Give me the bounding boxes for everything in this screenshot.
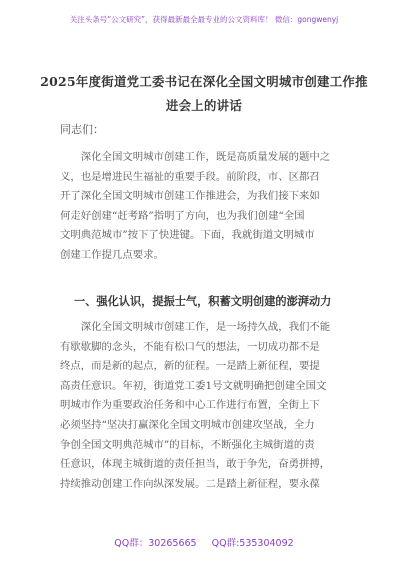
paragraph-line: 持续推动创建工作向纵深发展。二是踏上新征程，要永葆 bbox=[60, 477, 320, 490]
paragraph-line: 高责任意识。年初，街道党工委1号文就明确把创建全国文 bbox=[60, 379, 327, 392]
header-banner: 关注头条号“公文研究”，获得最新最全最专业的公文资料库！ 微信：gongwenyj bbox=[69, 15, 339, 24]
qq-group-2: QQ群:535304092 bbox=[211, 538, 294, 549]
paragraph-line: 文明典范城市”按下了快进键。下面，我就街道文明城市 bbox=[60, 229, 315, 242]
footer-contact bbox=[0, 535, 408, 549]
paragraph-2 bbox=[60, 318, 350, 494]
paragraph-line: 争创全国文明典范城市”的目标，不断强化主城街道的责 bbox=[60, 438, 315, 451]
paragraph-line: 义，也是增进民生福祉的重要手段。前阶段，市、区都召 bbox=[60, 170, 320, 183]
paragraph-line: 终点，而是新的起点，新的征程。一是踏上新征程，要提 bbox=[60, 360, 320, 373]
paragraph-line: 有歇歇脚的念头，不能有松口气的想法，一切成功都不是 bbox=[60, 340, 320, 353]
section-heading-1: 一、强化认识，提振士气，积蓄文明创建的澎湃动力 bbox=[74, 294, 332, 308]
paragraph-line: 明城市作为重要政治任务和中心工作进行布置，全街上下 bbox=[60, 399, 320, 412]
paragraph-line: 深化全国文明城市创建工作，既是高质量发展的题中之 bbox=[60, 151, 331, 163]
paragraph-line: 何走好创建“赶考路”指明了方向，也为我们创建“全国 bbox=[60, 209, 305, 222]
paragraph-line: 任意识，体现主城街道的责任担当，敢于争先，奋勇拼搏， bbox=[60, 458, 331, 471]
paragraph-line: 必须坚持“坚决打赢深化全国文明城市创建攻坚战，全力 bbox=[60, 418, 315, 431]
qq-group-1: QQ群：30265665 bbox=[114, 538, 197, 549]
title-line-2: 进会上的讲话 bbox=[165, 98, 243, 113]
title-line-1: 2025年度街道党工委书记在深化全国文明城市创建工作推 bbox=[40, 74, 368, 89]
paragraph-line: 创建工作提几点要求。 bbox=[60, 248, 164, 261]
greeting: 同志们： bbox=[60, 123, 104, 136]
paragraph-1 bbox=[60, 148, 350, 266]
paragraph-line: 开了深化全国文明城市创建工作推进会，为我们接下来如 bbox=[60, 190, 320, 203]
document-title bbox=[40, 70, 368, 118]
paragraph-line: 深化全国文明城市创建工作，是一场持久战，我们不能 bbox=[60, 321, 331, 333]
